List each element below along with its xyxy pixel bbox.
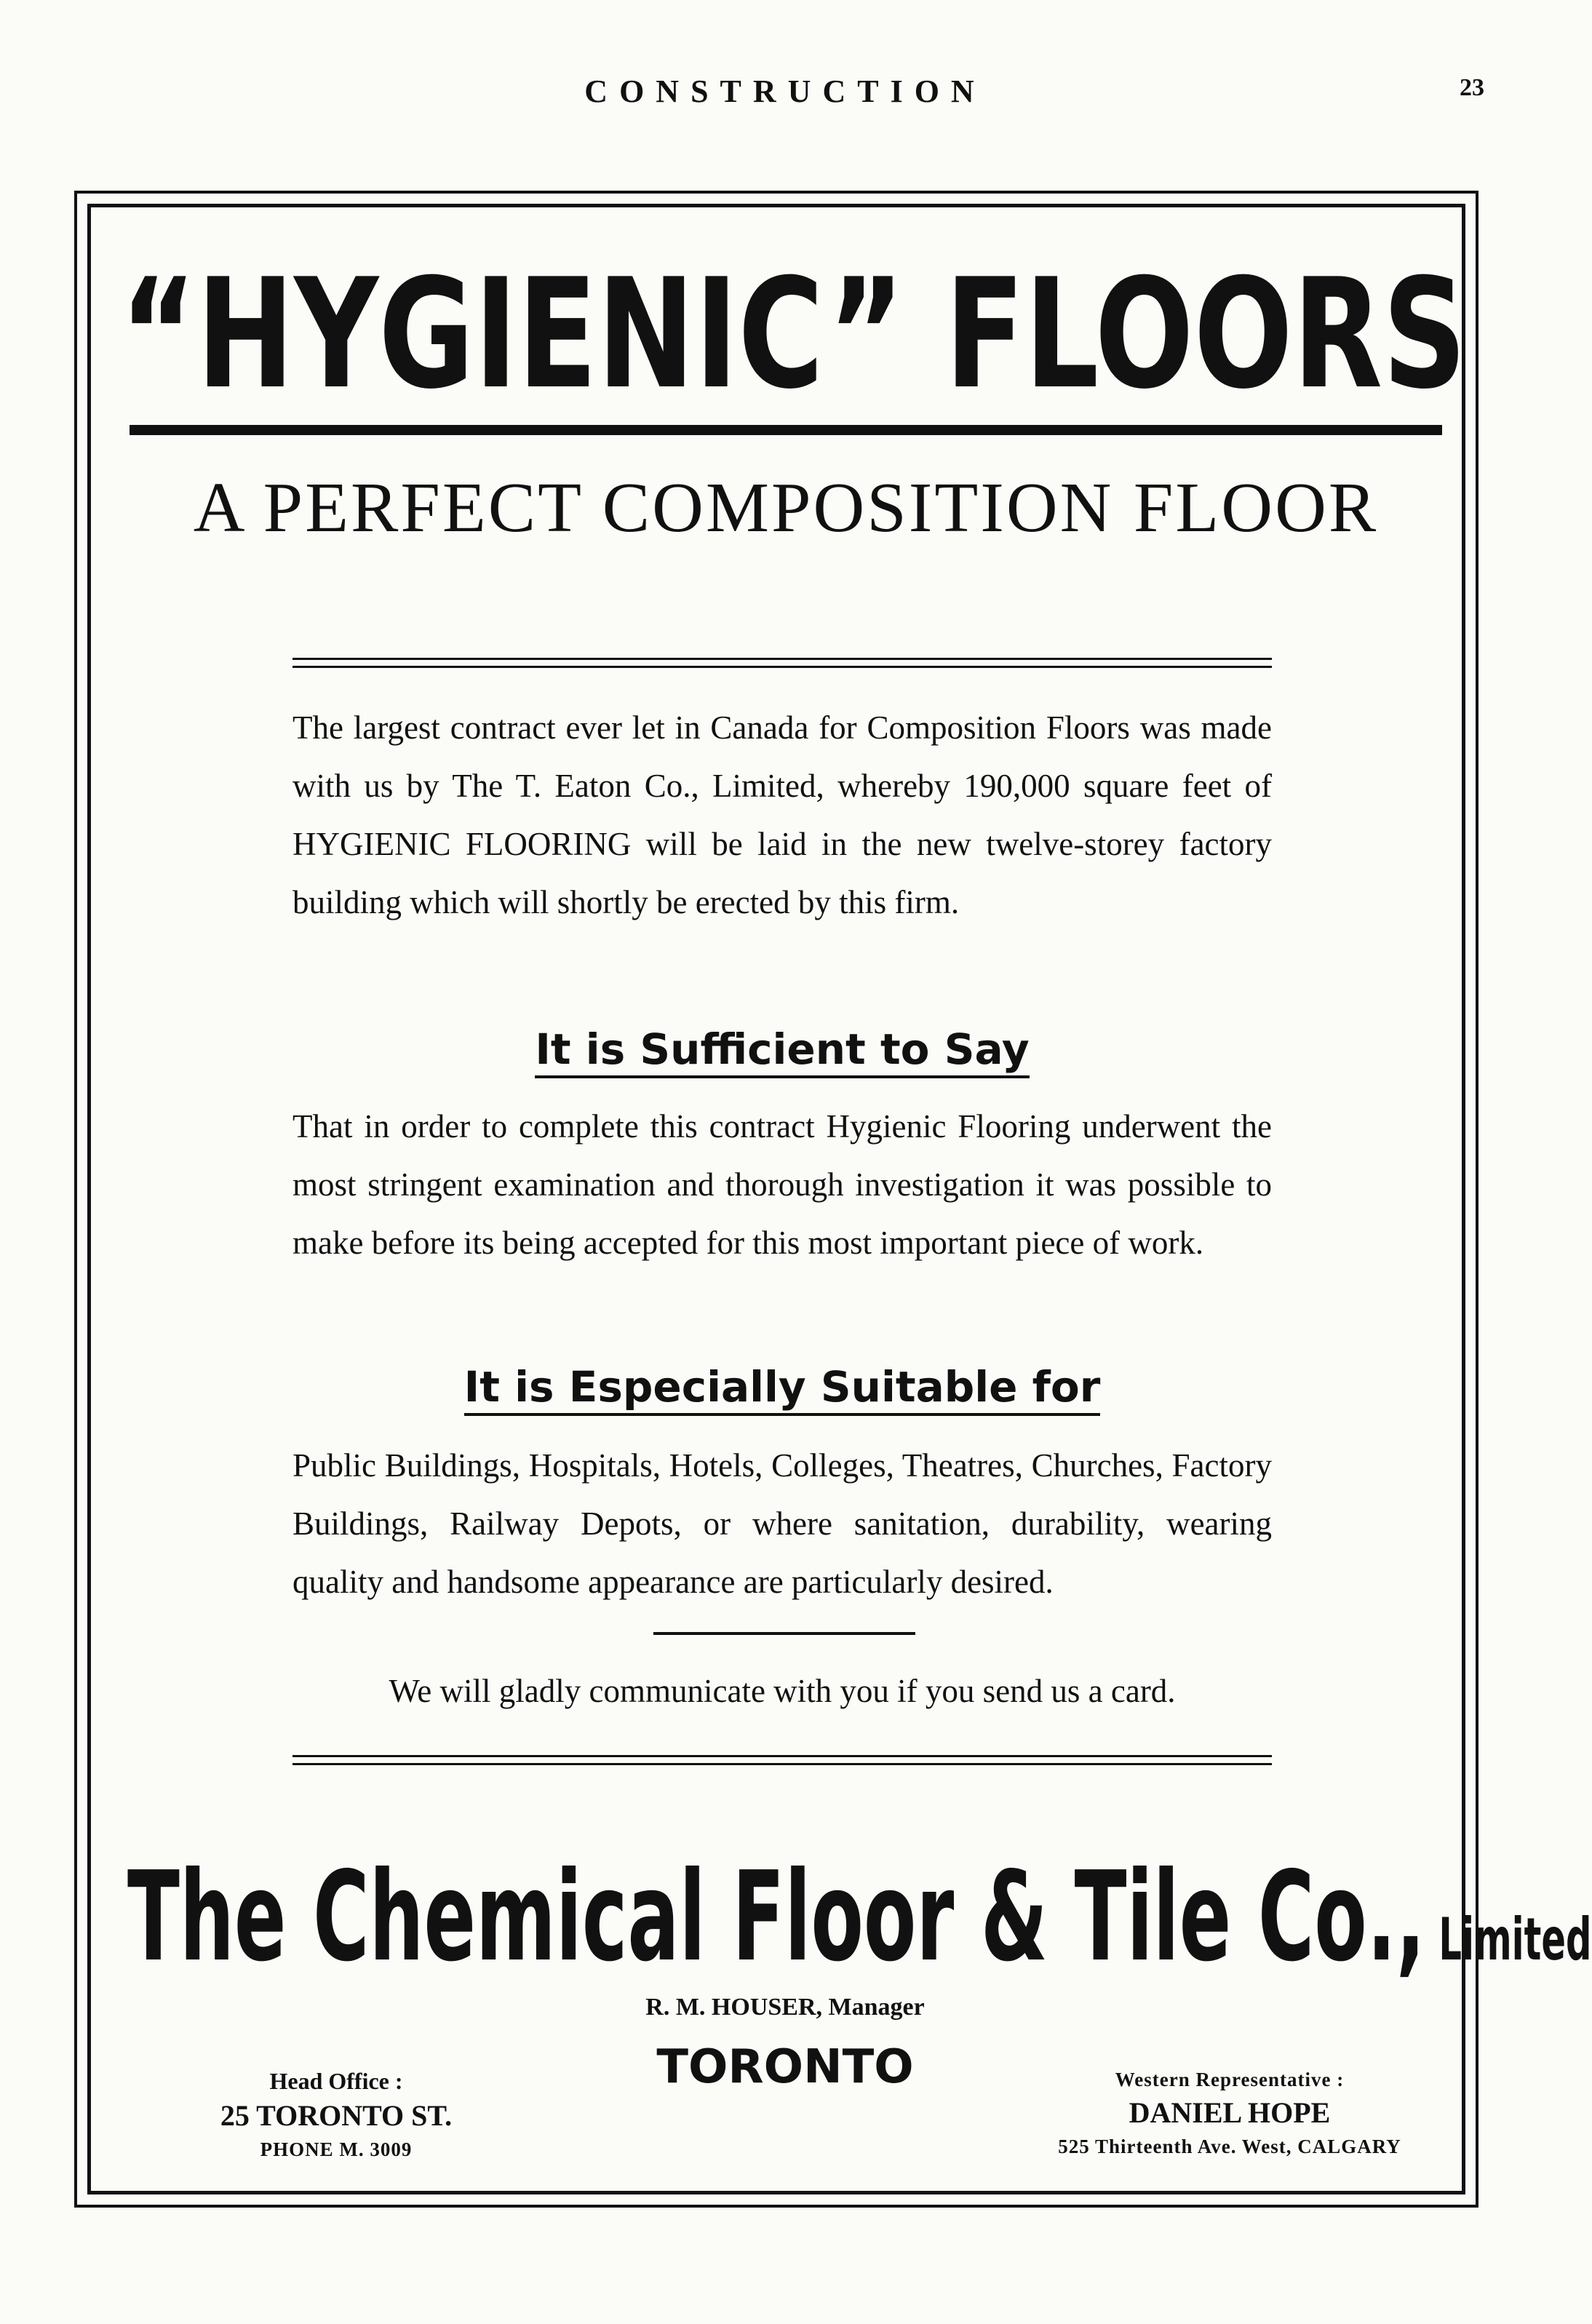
company-suffix: Limited	[1438, 1906, 1592, 1973]
company-city: TORONTO	[656, 2040, 914, 2094]
intro-paragraph: The largest contract ever let in Canada for Composition Floors was made with us by The T. Eaton Co., Limited, whereby 190,000 square feet of HYGIENIC FLOORING will be laid in the new twelve-storey factory building which will shortly be erected by this firm.	[292, 709, 1272, 920]
page-header	[0, 73, 1570, 116]
closing-line: We will gladly communicate with you if you send us a card.	[389, 1673, 1176, 1709]
manager-line: R. M. HOUSER, Manager	[645, 1994, 925, 2021]
ad-headline: “HYGIENIC” FLOORS	[120, 247, 1467, 423]
ad-subheadline: A PERFECT COMPOSITION FLOOR	[193, 469, 1379, 547]
closing-rule	[653, 1632, 915, 1635]
section-heading-sufficient: It is Sufficient to Say	[292, 1020, 1272, 1078]
section-body-sufficient: That in order to complete this contract Hygienic Flooring underwent the most stringent examination and thorough investigation it was possible to make before its being accepted for this most important piece of work.	[292, 1108, 1272, 1261]
company-name-text: The Chemical Floor & Tile Co.,	[127, 1845, 1425, 1989]
double-rule-top	[292, 658, 1272, 668]
western-rep-label: Western Representative :	[1115, 2069, 1345, 2090]
page-number: 23	[1460, 74, 1484, 101]
section-heading-suitable: It is Especially Suitable for	[292, 1358, 1272, 1416]
head-office-label: Head Office :	[269, 2068, 403, 2094]
western-rep-name: DANIEL HOPE	[1129, 2096, 1331, 2129]
head-office-block	[169, 2065, 504, 2164]
publication-title: CONSTRUCTION	[584, 73, 986, 109]
section-body-suitable: Public Buildings, Hospitals, Hotels, Colleges, Theatres, Churches, Factory Buildings, Railway Depots, or where sanitation, durability, wearing quality and handsome appearance are particularly desired.	[292, 1447, 1272, 1600]
headline-rule	[130, 425, 1442, 435]
western-rep-block	[1004, 2065, 1455, 2161]
double-rule-bottom	[292, 1755, 1272, 1765]
head-office-phone: PHONE M. 3009	[260, 2138, 413, 2160]
company-name	[127, 1841, 1592, 1994]
head-office-address: 25 TORONTO ST.	[220, 2099, 453, 2132]
western-rep-address: 525 Thirteenth Ave. West, CALGARY	[1058, 2136, 1401, 2157]
